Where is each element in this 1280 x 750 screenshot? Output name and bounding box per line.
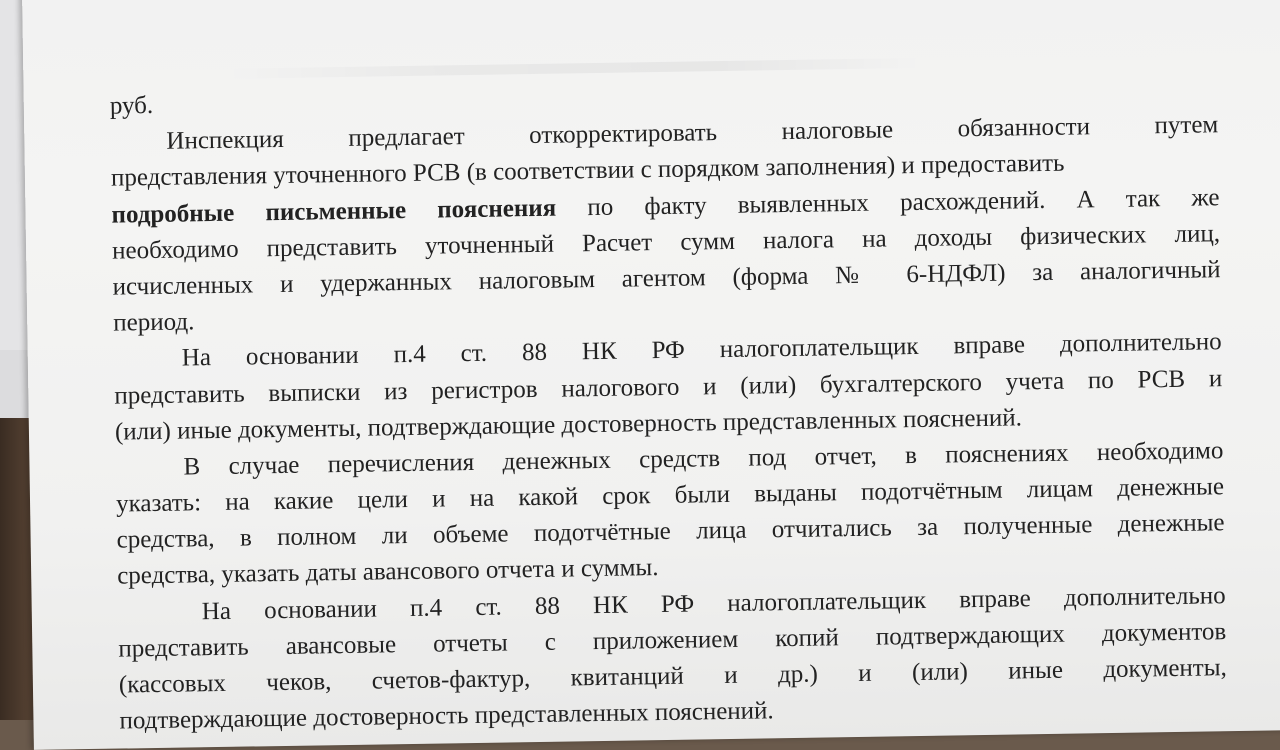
text-line: руб. — [109, 91, 154, 120]
text-line: На основании п.4 ст. 88 НК РФ налогоплательщик вправе дополнительно — [201, 581, 1226, 625]
text-line-rest: по факту выявленных расхождений. А так же — [555, 183, 1220, 222]
text-line: подтверждающие достоверность представленных пояснений. — [119, 697, 774, 735]
text-line: Инспекция предлагает откорректировать налоговые обязанности путем — [166, 111, 1219, 155]
bleed-through-text — [223, 58, 923, 79]
document-body — [110, 71, 1228, 740]
text-line: (или) иные документы, подтверждающие достоверность представленных пояснений. — [114, 404, 1023, 446]
document-page — [22, 0, 1280, 750]
text-line: средства, в полном ли объеме подотчётные лица отчитались за полученные денежные — [116, 509, 1225, 554]
text-line: На основании п.4 ст. 88 НК РФ налогоплательщик вправе дополнительно — [181, 328, 1222, 372]
text-line: представления уточненного РСВ (в соответствии с порядком заполнения) и предоставить — [110, 150, 1065, 192]
text-line: указать: на какие цели и на какой срок были выданы подотчётным лицам денежные — [115, 473, 1225, 518]
text-line: В случае перечисления денежных средств под отчет, в пояснениях необходимо — [183, 437, 1224, 481]
text-line: исчисленных и удержанных налоговым агентом (форма № 6-НДФЛ) за аналогичный — [112, 256, 1221, 301]
text-line: представить авансовые отчеты с приложением копий подтверждающих документов — [118, 617, 1227, 663]
text-line: необходимо представить уточненный Расчет сумм налога на доходы физических лиц, — [111, 219, 1221, 265]
bold-phrase: подробные письменные пояснения — [111, 194, 557, 229]
text-line: (кассовых чеков, счетов-фактур, квитанций и др.) и (или) иные документы, — [118, 654, 1228, 699]
text-line: период. — [113, 308, 195, 337]
text-line: представить выписки из регистров налогового и (или) бухгалтерского учета по РСВ и — [114, 364, 1223, 410]
text-line: средства, указать даты авансового отчета и суммы. — [117, 554, 659, 591]
